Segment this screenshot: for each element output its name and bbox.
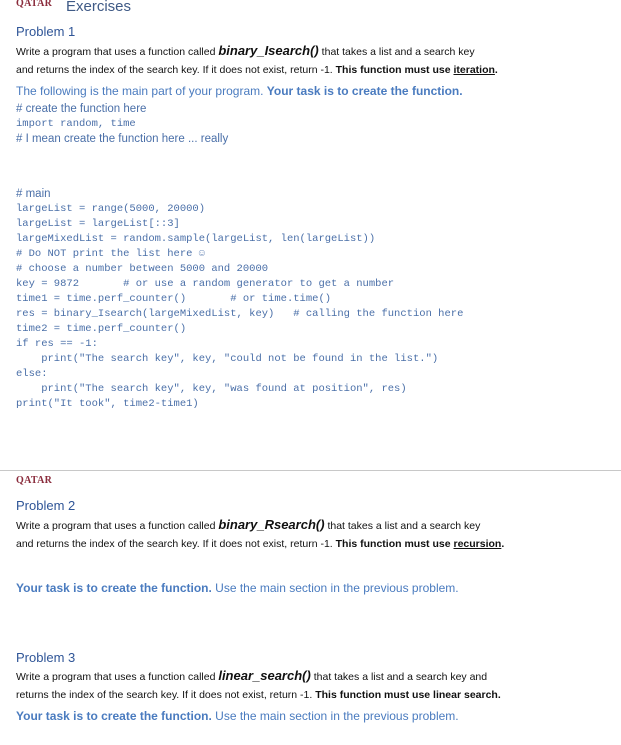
code-line: res = binary_Isearch(largeMixedList, key) # calling the function here (16, 308, 464, 320)
problem-1-heading: Problem 1 (16, 24, 76, 39)
problem-3-description: Write a program that uses a function called linear_search() that takes a list and a search key and returns the index of the search key. If it does not exist, return -1. This function must use linear search. (16, 668, 501, 701)
page-divider (0, 470, 621, 471)
problem-2-heading: Problem 2 (16, 498, 76, 513)
problem-2-task: Your task is to create the function. Use the main section in the previous problem. (16, 581, 459, 595)
code-line: # I mean create the function here ... really (16, 133, 229, 145)
code-line: else: (16, 368, 48, 380)
problem-2-description: Write a program that uses a function called binary_Rsearch() that takes a list and a search key and returns the index of the search key. If it does not exist, return -1. This function must use recursion. (16, 517, 505, 550)
function-name: binary_Isearch() (218, 43, 319, 58)
code-line: print("The search key", key, "could not be found in the list.") (16, 353, 439, 365)
problem-1-intro: The following is the main part of your program. Your task is to create the function. (16, 84, 463, 98)
code-block-main (16, 187, 463, 412)
code-line: if res == -1: (16, 338, 98, 350)
problem-3-heading: Problem 3 (16, 650, 76, 665)
code-line: largeList = largeList[::3] (16, 218, 180, 230)
problem-3-task: Your task is to create the function. Use the main section in the previous problem. (16, 709, 459, 723)
code-line: print("The search key", key, "was found at position", res) (16, 383, 407, 395)
code-line: import random, time (16, 118, 136, 130)
code-line: key = 9872 # or use a random generator to get a number (16, 278, 395, 290)
code-line: # choose a number between 5000 and 20000 (16, 263, 269, 275)
university-logo: QATAR (16, 0, 53, 9)
code-line: time2 = time.perf_counter() (16, 323, 187, 335)
function-name: linear_search() (218, 668, 311, 683)
problem-1-description: Write a program that uses a function called binary_Isearch() that takes a list and a search key and returns the index of the search key. If it does not exist, return -1. This function must use iteration. (16, 43, 498, 76)
code-line: largeList = range(5000, 20000) (16, 203, 206, 215)
function-name: binary_Rsearch() (218, 517, 325, 532)
code-line: # Do NOT print the list here ☺ (16, 248, 206, 260)
university-logo: QATAR (16, 475, 53, 486)
code-line: # create the function here (16, 103, 147, 115)
code-line: time1 = time.perf_counter() # or time.time() (16, 293, 332, 305)
code-line: largeMixedList = random.sample(largeList, len(largeList)) (16, 233, 376, 245)
code-line: # main (16, 188, 51, 200)
code-line: print("It took", time2-time1) (16, 398, 199, 410)
code-block-top (16, 102, 228, 147)
page-title: Exercises (66, 0, 132, 15)
